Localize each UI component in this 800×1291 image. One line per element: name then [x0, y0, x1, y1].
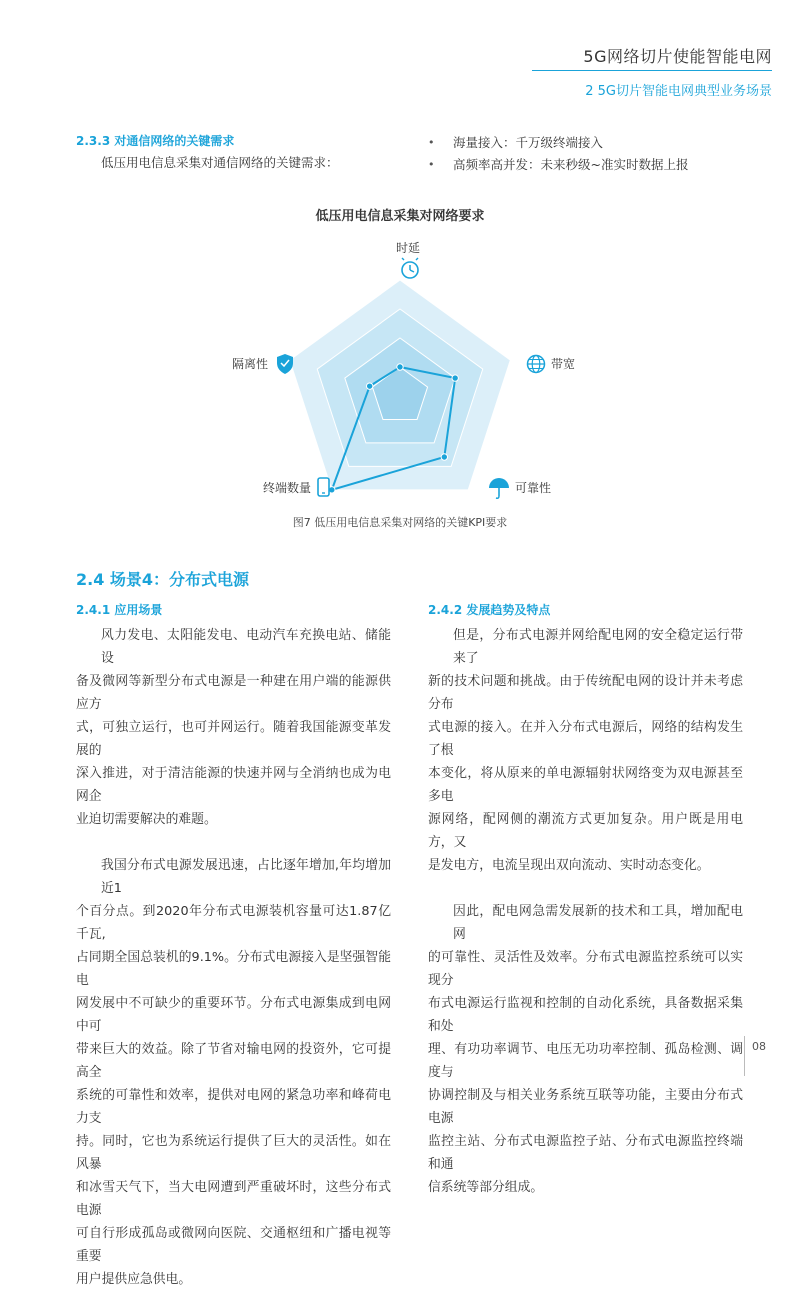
- section-242-heading: 2.4.2 发展趋势及特点: [428, 603, 551, 617]
- text-line: 理、有功功率调节、电压无功功率控制、孤岛检测、调度与: [428, 1042, 743, 1080]
- text-line: 式电源的接入。在并入分布式电源后，网络的结构发生了根: [428, 720, 743, 758]
- chart-title: 低压用电信息采集对网络要求: [315, 209, 485, 224]
- text-line: 布式电源运行监视和控制的自动化系统，具备数据采集和处: [428, 996, 743, 1034]
- axis-label-isolation: 隔离性: [231, 357, 268, 371]
- text-line: 备及微网等新型分布式电源是一种建在用户端的能源供应方: [76, 674, 391, 712]
- text-line: 持。同时，它也为系统运行提供了巨大的灵活性。如在风暴: [76, 1134, 391, 1172]
- footer-divider: [744, 1036, 745, 1076]
- section-241-heading: 2.4.1 应用场景: [76, 603, 163, 617]
- text-line: 但是，分布式电源并网给配电网的安全稳定运行带来了: [453, 628, 743, 666]
- text-line: 系统的可靠性和效率，提供对电网的紧急功率和峰荷电力支: [76, 1088, 391, 1126]
- list-item: • 海量接入：千万级终端接入: [428, 132, 688, 154]
- radar-chart-svg: [220, 200, 590, 530]
- left-paragraph-2: [76, 854, 391, 1291]
- text-line: 协调控制及与相关业务系统互联等功能，主要由分布式电源: [428, 1088, 743, 1126]
- radar-chart: [220, 200, 590, 530]
- right-paragraph-1: [428, 624, 743, 877]
- figure-caption: 图7 低压用电信息采集对网络的关键KPI要求: [292, 516, 508, 529]
- left-paragraph-1: [76, 624, 391, 831]
- text-line: 和冰雪天气下，当大电网遭到严重破坏时，这些分布式电源: [76, 1180, 391, 1218]
- text-line: 风力发电、太阳能发电、电动汽车充换电站、储能设: [101, 628, 391, 666]
- text-line: 监控主站、分布式电源监控子站、分布式电源监控终端和通: [428, 1134, 743, 1172]
- text-line: 用户提供应急供电。: [76, 1272, 192, 1287]
- header-divider: [532, 70, 772, 71]
- text-line: 本变化，将从原来的单电源辐射状网络变为双电源甚至多电: [428, 766, 743, 804]
- text-line: 深入推进，对于清洁能源的快速并网与全消纳也成为电网企: [76, 766, 391, 804]
- text-line: 因此，配电网急需发展新的技术和工具，增加配电网: [453, 904, 743, 942]
- text-line: 带来巨大的效益。除了节省对输电网的投资外，它可提高全: [76, 1042, 391, 1080]
- text-line: 个百分点。到2020年分布式电源装机容量可达1.87亿千瓦,: [76, 904, 391, 942]
- axis-label-bandwidth: 带宽: [551, 357, 576, 371]
- phone-icon: [318, 478, 329, 496]
- section-233-intro: 低压用电信息采集对通信网络的关键需求：: [101, 155, 339, 170]
- header-subtitle: 2 5G切片智能电网典型业务场景: [585, 84, 772, 99]
- right-paragraph-2: [428, 900, 743, 1199]
- radar-data-point: [441, 454, 447, 460]
- text-line: 是发电方，电流呈现出双向流动、实时动态变化。: [428, 858, 710, 873]
- header-title: 5G网络切片使能智能电网: [583, 47, 772, 66]
- text-line: 占同期全国总装机的9.1%。分布式电源接入是坚强智能电: [76, 950, 391, 988]
- text-line: 网发展中不可缺少的重要环节。分布式电源集成到电网中可: [76, 996, 391, 1034]
- text-line: 的可靠性、灵活性及效率。分布式电源监控系统可以实现分: [428, 950, 743, 988]
- umbrella-icon: [489, 478, 509, 498]
- section-title: 2.4 场景4：分布式电源: [76, 570, 250, 589]
- left-column: [76, 601, 391, 1291]
- radar-data-point: [452, 375, 458, 381]
- list-item: • 高频率高并发：未来秒级~准实时数据上报: [428, 154, 688, 176]
- radar-data-point: [366, 383, 372, 389]
- axis-label-latency: 时延: [395, 241, 421, 255]
- text-line: 信系统等部分组成。: [428, 1180, 544, 1195]
- text-line: 新的技术问题和挑战。由于传统配电网的设计并未考虑分布: [428, 674, 743, 712]
- requirement-list: [428, 132, 688, 176]
- shield-icon: [277, 354, 293, 374]
- clock-icon: [402, 258, 418, 278]
- text-line: 我国分布式电源发展迅速，占比逐年增加,年均增加近1: [101, 858, 391, 896]
- text-line: 式，可独立运行，也可并网运行。随着我国能源变革发展的: [76, 720, 391, 758]
- radar-data-point: [397, 364, 403, 370]
- text-line: 业迫切需要解决的难题。: [76, 812, 217, 827]
- axis-label-terminal-count: 终端数量: [262, 481, 311, 495]
- axis-label-reliability: 可靠性: [515, 481, 552, 495]
- text-line: 可自行形成孤岛或微网向医院、交通枢纽和广播电视等重要: [76, 1226, 391, 1264]
- page-number: 08: [752, 1040, 766, 1053]
- text-line: 源网络，配网侧的潮流方式更加复杂。用户既是用电方，又: [428, 812, 743, 850]
- right-column: [428, 601, 743, 1199]
- globe-icon: [528, 356, 545, 373]
- section-233-heading: 2.3.3 对通信网络的关键需求: [76, 134, 235, 148]
